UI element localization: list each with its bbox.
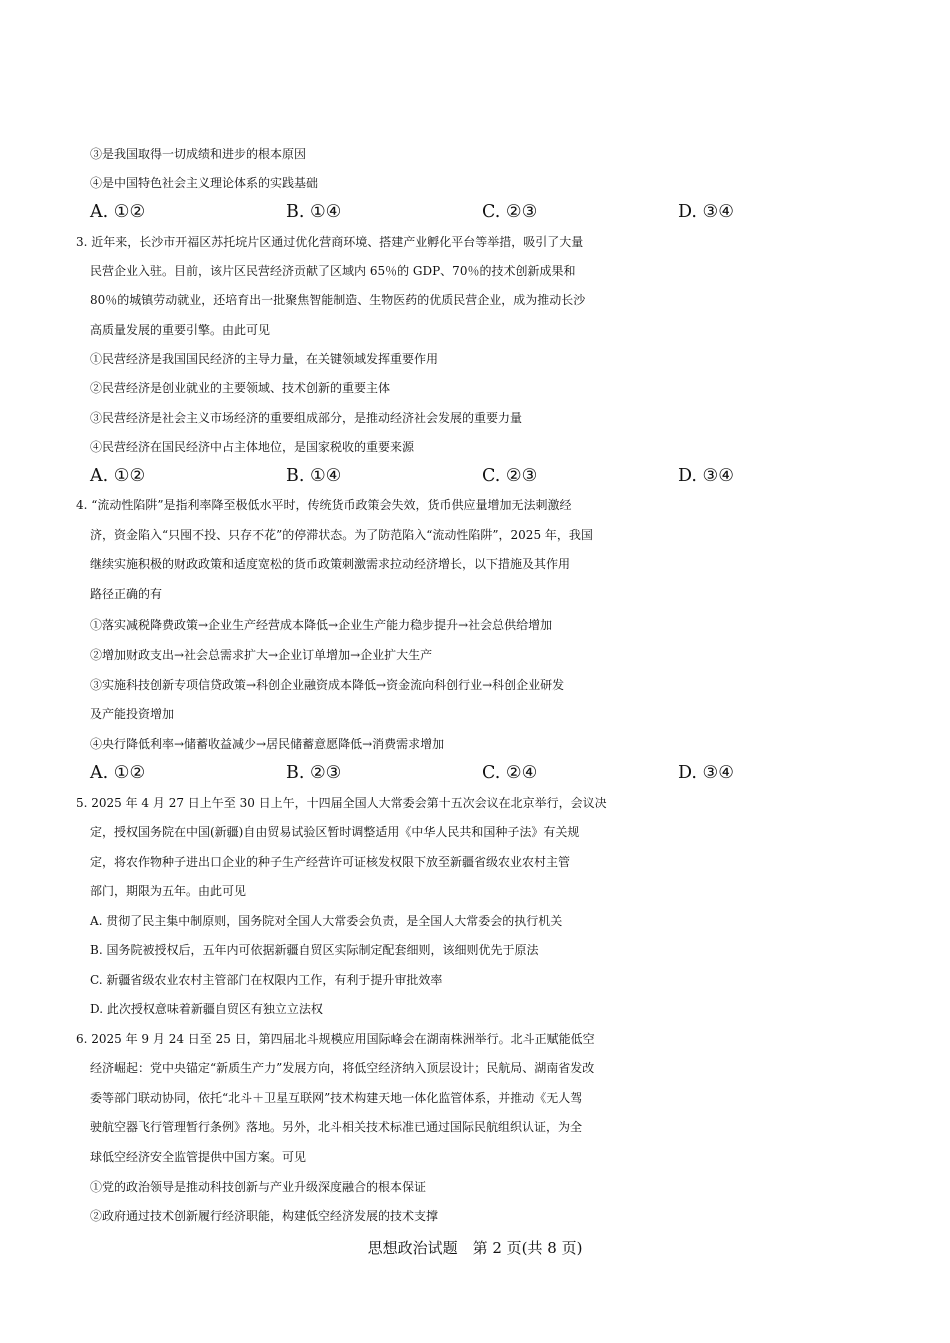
q3-option-a: A. ①② [90, 466, 146, 486]
q6-stem-line: 球低空经济安全监管提供中国方案。可见 [90, 1150, 307, 1164]
q4-item-1: ①落实减税降费政策→企业生产经营成本降低→企业生产能力稳步提升→社会总供给增加 [90, 618, 553, 632]
q3-item-3: ③民营经济是社会主义市场经济的重要组成部分，是推动经济社会发展的重要力量 [90, 411, 523, 425]
q3-option-b: B. ①④ [286, 466, 342, 486]
q6-item-1: ①党的政治领导是推动科技创新与产业升级深度融合的根本保证 [90, 1180, 427, 1194]
q5-choice-c: C. 新疆省级农业农村主管部门在权限内工作，有利于提升审批效率 [90, 973, 443, 987]
q2-item-4: ④是中国特色社会主义理论体系的实践基础 [90, 176, 319, 190]
q4-option-d: D. ③④ [678, 763, 734, 783]
q2-option-b: B. ①④ [286, 202, 342, 222]
q2-option-d: D. ③④ [678, 202, 734, 222]
q5-stem-line: 定，授权国务院在中国(新疆)自由贸易试验区暂时调整适用《中华人民共和国种子法》有关规 [90, 825, 580, 839]
q4-stem-line: 路径正确的有 [90, 587, 163, 601]
q4-stem-line: 济，资金陷入“只囤不投、只存不花”的停滞状态。为了防范陷入“流动性陷阱”，2025 年，我国 [90, 528, 593, 542]
q3-option-c: C. ②③ [482, 466, 538, 486]
q5-choice-b: B. 国务院被授权后，五年内可依据新疆自贸区实际制定配套细则，该细则优先于原法 [90, 943, 539, 957]
q3-item-4: ④民营经济在国民经济中占主体地位，是国家税收的重要来源 [90, 440, 415, 454]
q6-item-2: ②政府通过技术创新履行经济职能，构建低空经济发展的技术支撑 [90, 1209, 439, 1223]
q3-item-2: ②民营经济是创业就业的主要领域、技术创新的重要主体 [90, 381, 391, 395]
page-footer: 思想政治试题 第 2 页(共 8 页) [367, 1239, 583, 1257]
q5-choice-a: A. 贯彻了民主集中制原则，国务院对全国人大常委会负责，是全国人大常委会的执行机关 [90, 914, 563, 928]
q4-item-4: ④央行降低利率→储蓄收益减少→居民储蓄意愿降低→消费需求增加 [90, 737, 445, 751]
q4-item-3-cont: 及产能投资增加 [90, 707, 175, 721]
q3-stem-line: 高质量发展的重要引擎。由此可见 [90, 323, 271, 337]
q6-stem-line: 驶航空器飞行管理暂行条例》落地。另外，北斗相关技术标准已通过国际民航组织认证，为全 [90, 1120, 583, 1134]
q4-option-c: C. ②④ [482, 763, 538, 783]
q5-stem-line: 部门，期限为五年。由此可见 [90, 884, 247, 898]
q3-stem-line: 民营企业入驻。目前，该片区民营经济贡献了区域内 65％的 GDP、70％的技术创新成果和 [90, 264, 576, 278]
q3-options [0, 462, 950, 491]
q6-stem-line: 6. 2025 年 9 月 24 日至 25 日，第四届北斗规模应用国际峰会在湖南株洲举行。北斗正赋能低空 [76, 1032, 595, 1046]
q3-option-d: D. ③④ [678, 466, 734, 486]
q6-stem-line: 经济崛起：党中央锚定“新质生产力”发展方向，将低空经济纳入顶层设计；民航局、湖南省发改 [90, 1061, 595, 1075]
q5-stem-line: 定，将农作物种子进出口企业的种子生产经营许可证核发权限下放至新疆省级农业农村主管 [90, 855, 571, 869]
q3-stem-line: 80％的城镇劳动就业，还培育出一批聚焦智能制造、生物医药的优质民营企业，成为推动长沙 [90, 293, 586, 307]
q4-option-b: B. ②③ [286, 763, 342, 783]
q4-item-3: ③实施科技创新专项信贷政策→科创企业融资成本降低→资金流向科创行业→科创企业研发 [90, 678, 565, 692]
q3-stem-line: 3. 近年来，长沙市开福区苏托垸片区通过优化营商环境、搭建产业孵化平台等举措，吸引了大量 [76, 235, 584, 249]
q6-stem-line: 委等部门联动协同，依托“北斗＋卫星互联网”技术构建天地一体化监管体系，并推动《无人驾 [90, 1091, 583, 1105]
q4-options [0, 759, 950, 788]
q5-choice-d: D. 此次授权意味着新疆自贸区有独立立法权 [90, 1002, 323, 1016]
q2-option-c: C. ②③ [482, 202, 538, 222]
q5-stem-line: 5. 2025 年 4 月 27 日上午至 30 日上午，十四届全国人大常委会第十五次会议在北京举行，会议决 [76, 796, 607, 810]
q4-stem-line: 继续实施积极的财政政策和适度宽松的货币政策刺激需求拉动经济增长，以下措施及其作用 [90, 557, 571, 571]
q4-item-2: ②增加财政支出→社会总需求扩大→企业订单增加→企业扩大生产 [90, 648, 433, 662]
q2-option-a: A. ①② [90, 202, 146, 222]
q4-stem-line: 4. “流动性陷阱”是指利率降至极低水平时，传统货币政策会失效，货币供应量增加无法刺激经 [76, 498, 572, 512]
q4-option-a: A. ①② [90, 763, 146, 783]
q3-item-1: ①民营经济是我国国民经济的主导力量，在关键领域发挥重要作用 [90, 352, 439, 366]
q2-item-3: ③是我国取得一切成绩和进步的根本原因 [90, 147, 307, 161]
q2-options [0, 198, 950, 227]
